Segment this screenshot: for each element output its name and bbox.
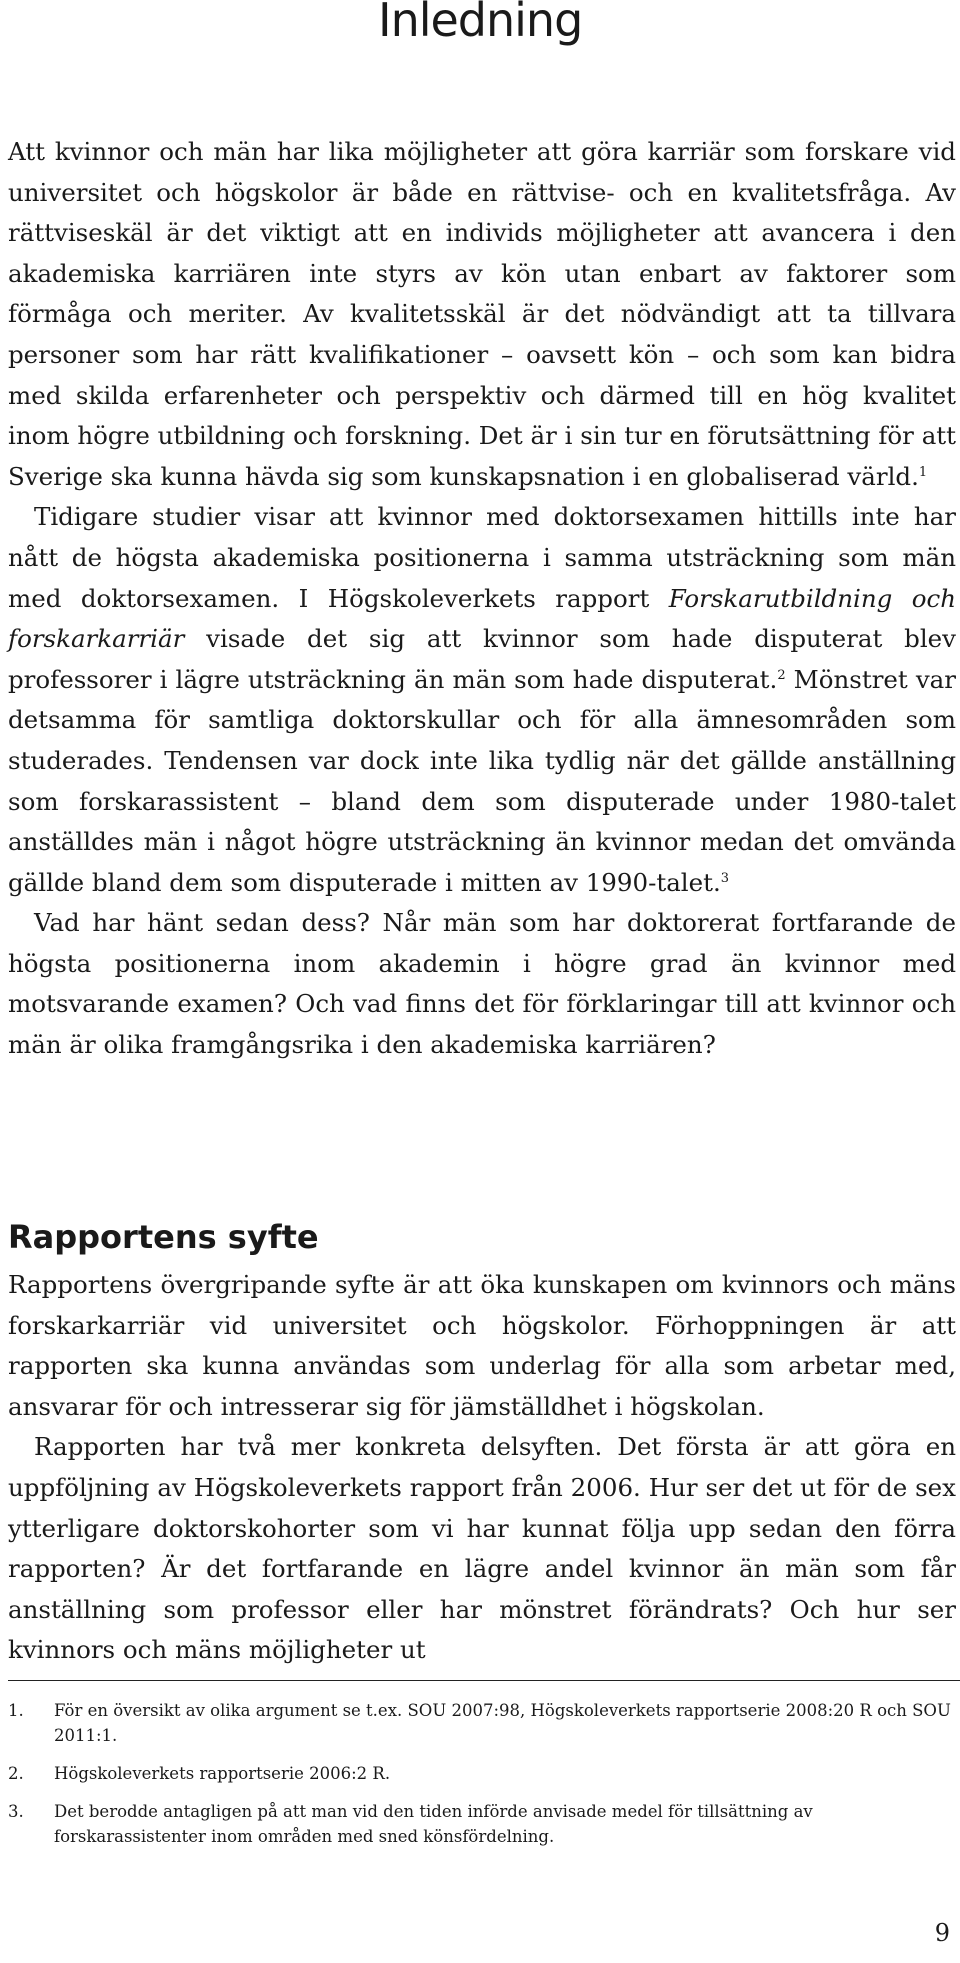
footnote-text: Högskoleverkets rapportserie 2006:2 R. <box>54 1764 391 1783</box>
footnotes <box>8 1698 960 1862</box>
footnote-text: För en översikt av olika argument se t.ex. SOU 2007:98, Högskoleverkets rapportserie 2008:20 R och SOU 2011:1. <box>54 1701 951 1745</box>
intro-paragraph-2-text-c: Mönstret var detsamma för samtliga doktorskullar och för alla ämnesområden som studerades. Tendensen var dock inte lika tydlig när det gällde anställning som forskarassistent – bland dem som disputerade under 1980-talet anställdes män i något högre utsträckning än kvinnor medan det omvända gällde bland dem som disputerade i mitten av 1990-talet. <box>8 664 956 897</box>
footnote-ref-1[interactable]: 1 <box>918 464 928 480</box>
page-title: Inledning <box>378 0 583 47</box>
intro-paragraph-2 <box>8 497 956 903</box>
footnote-ref-2[interactable]: 2 <box>777 667 786 683</box>
footnote-item <box>8 1761 960 1786</box>
intro-text <box>8 132 956 1066</box>
intro-paragraph-2-text-a: Tidigare studier visar att kvinnor med doktorsexamen hittills inte har nått de högsta akademiska positionerna i samma utsträckning som män med doktorsexamen. I Högskoleverkets rapport <box>8 502 956 613</box>
intro-paragraph-1-text: Att kvinnor och män har lika möjligheter att göra karriär som forskare vid universitet och högskolor är både en rättvise- och en kvalitetsfråga. Av rättviseskäl är det viktigt att en individs möjligheter att avancera i den akademiska karriären inte styrs av kön utan enbart av faktorer som förmåga och meriter. Av kvalitetsskäl är det nödvändigt att ta tillvara personer som har rätt kvalifikationer – oavsett kön – och som kan bidra med skilda erfarenheter och perspektiv och därmed till en hög kvalitet inom högre utbildning och forskning. Det är i sin tur en förutsättning för att Sverige ska kunna hävda sig som kunskapsnation i en globaliserad värld. <box>8 137 956 491</box>
section-heading: Rapportens syfte <box>8 1218 319 1256</box>
section-text <box>8 1265 956 1671</box>
intro-paragraph-3: Vad har hänt sedan dess? Når män som har doktorerat fortfarande de högsta positionerna inom akademin i högre grad än kvinnor med motsvarande examen? Och vad finns det för förklaringar till att kvinnor och män är olika framgångsrika i den akademiska karriären? <box>8 908 956 1060</box>
intro-paragraph-2-text-b: visade det sig att kvinnor som hade disputerat blev professorer i lägre utsträckning än män som hade disputerat. <box>8 624 956 694</box>
intro-paragraph-1 <box>8 132 956 497</box>
footnote-number: 3. <box>8 1802 24 1821</box>
footnote-item <box>8 1698 960 1748</box>
footnote-text: Det berodde antagligen på att man vid den tiden införde anvisade medel för tillsättning av forskarassistenter inom områden med sned könsfördelning. <box>54 1802 813 1846</box>
section-paragraph-2: Rapporten har två mer konkreta delsyften. Det första är att göra en uppföljning av Högskoleverkets rapport från 2006. Hur ser det ut för de sex ytterligare doktorskohorter som vi har kunnat följa upp sedan den förra rapporten? Är det fortfarande en lägre andel kvinnor än män som får anställning som professor eller har mönstret förändrats? Och hur ser kvinnors och mäns möjligheter ut <box>8 1432 956 1665</box>
footnote-ref-3[interactable]: 3 <box>720 870 730 886</box>
footnote-divider <box>8 1680 960 1681</box>
report-title-italic: Forskarutbildning och forskarkarriär <box>8 583 956 654</box>
footnote-number: 2. <box>8 1764 24 1783</box>
page-number: 9 <box>934 1919 950 1947</box>
footnote-item <box>8 1799 960 1849</box>
footnote-number: 1. <box>8 1701 24 1720</box>
section-paragraph-1: Rapportens övergripande syfte är att öka kunskapen om kvinnors och mäns forskarkarriär vid universitet och högskolor. Förhoppningen är att rapporten ska kunna användas som underlag för alla som arbetar med, ansvarar för och intresserar sig för jämställdhet i högskolan. <box>8 1270 956 1421</box>
